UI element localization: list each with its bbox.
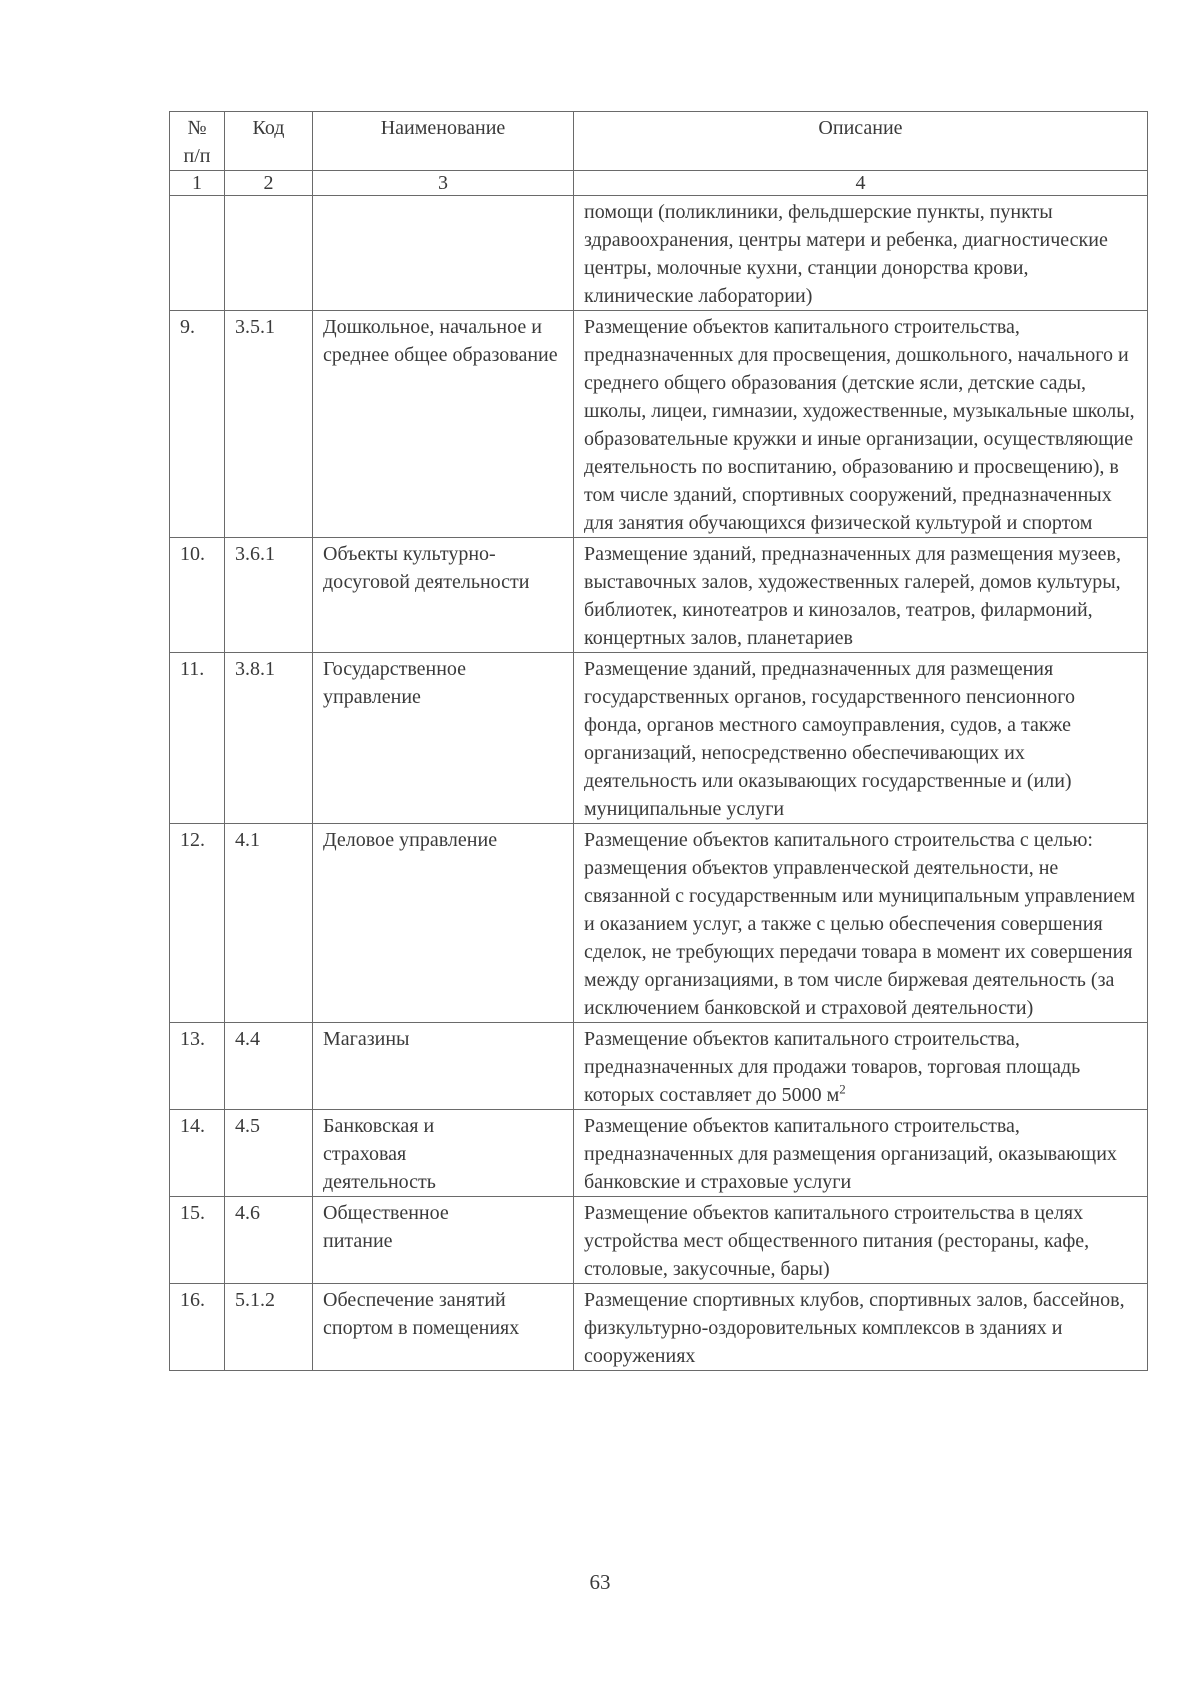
- cell-code: 4.6: [225, 1197, 313, 1284]
- table-row-continuation: [170, 196, 1148, 311]
- cell-description: Размещение зданий, предназначенных для размещения музеев, выставочных залов, художественных галерей, домов культуры, библиотек, кинотеатров и кинозалов, театров, филармоний, концертных залов, планетариев: [574, 538, 1148, 653]
- page-number: 63: [589, 1570, 611, 1594]
- cell-code: 4.4: [225, 1023, 313, 1110]
- cell-description: помощи (поликлиники, фельдшерские пункты, пункты здравоохранения, центры матери и ребенка, диагностические центры, молочные кухни, станции донорства крови, клинические лаборатории): [574, 196, 1148, 311]
- cell-code: 4.5: [225, 1110, 313, 1197]
- cell-name: Банковская и страховая деятельность: [313, 1110, 574, 1197]
- table-row: [170, 653, 1148, 824]
- cell-name: Общественное питание: [313, 1197, 574, 1284]
- column-number: 3: [313, 171, 574, 196]
- cell-name: Деловое управление: [313, 824, 574, 1023]
- cell-code: 4.1: [225, 824, 313, 1023]
- column-number: 1: [170, 171, 225, 196]
- cell-number: 10.: [170, 538, 225, 653]
- cell-description: Размещение объектов капитального строительства с целью: размещения объектов управленческой деятельности, не связанной с государственным или муниципальным управлением и оказанием услуг, а также с целью обеспечения совершения сделок, не требующих передачи товара в момент их совершения между организациями, в том числе биржевая деятельность (за исключением банковской и страховой деятельности): [574, 824, 1148, 1023]
- cell-description: Размещение объектов капитального строительства, предназначенных для просвещения, дошкольного, начального и среднего общего образования (детские ясли, детские сады, школы, лицеи, гимназии, художественные, музыкальные школы, образовательные кружки и иные организации, осуществляющие деятельность по воспитанию, образованию и просвещению), в том числе зданий, спортивных сооружений, предназначенных для занятия обучающихся физической культурой и спортом: [574, 311, 1148, 538]
- cell-number: 15.: [170, 1197, 225, 1284]
- header-name: Наименование: [313, 112, 574, 171]
- cell-code: 3.6.1: [225, 538, 313, 653]
- land-use-table: [169, 111, 1148, 1371]
- cell-description: Размещение объектов капитального строительства, предназначенных для размещения организаций, оказывающих банковские и страховые услуги: [574, 1110, 1148, 1197]
- cell-number: 13.: [170, 1023, 225, 1110]
- cell-number: 12.: [170, 824, 225, 1023]
- cell-name: Дошкольное, начальное и среднее общее образование: [313, 311, 574, 538]
- cell-description: Размещение спортивных клубов, спортивных залов, бассейнов, физкультурно-оздоровительных комплексов в зданиях и сооружениях: [574, 1284, 1148, 1371]
- table-row: [170, 311, 1148, 538]
- cell-description: [574, 1023, 1148, 1110]
- cell-description: Размещение зданий, предназначенных для размещения государственных органов, государственного пенсионного фонда, органов местного самоуправления, судов, а также организаций, непосредственно обеспечивающих их деятельность или оказывающих государственные и (или) муниципальные услуги: [574, 653, 1148, 824]
- cell-description: Размещение объектов капитального строительства в целях устройства мест общественного питания (рестораны, кафе, столовые, закусочные, бары): [574, 1197, 1148, 1284]
- superscript-square: 2: [839, 1081, 846, 1097]
- table-row: [170, 1110, 1148, 1197]
- header-code: Код: [225, 112, 313, 171]
- cell-number: [170, 196, 225, 311]
- cell-code: 5.1.2: [225, 1284, 313, 1371]
- cell-number: 11.: [170, 653, 225, 824]
- cell-number: 14.: [170, 1110, 225, 1197]
- cell-name: Государственное управление: [313, 653, 574, 824]
- column-number-row: [170, 171, 1148, 196]
- cell-code: [225, 196, 313, 311]
- table-row: [170, 538, 1148, 653]
- table-row: [170, 1197, 1148, 1284]
- header-description: Описание: [574, 112, 1148, 171]
- table-row: [170, 1023, 1148, 1110]
- cell-code: 3.8.1: [225, 653, 313, 824]
- cell-name: Обеспечение занятий спортом в помещениях: [313, 1284, 574, 1371]
- header-number: [170, 112, 225, 171]
- table-header-row: [170, 112, 1148, 171]
- cell-name: Магазины: [313, 1023, 574, 1110]
- description-text: Размещение объектов капитального строительства, предназначенных для продажи товаров, торговая площадь которых составляет до 5000 м: [584, 1028, 1081, 1106]
- column-number: 2: [225, 171, 313, 196]
- column-number: 4: [574, 171, 1148, 196]
- cell-number: 16.: [170, 1284, 225, 1371]
- cell-name: Объекты культурно-досуговой деятельности: [313, 538, 574, 653]
- header-number-line2: п/п: [183, 145, 211, 167]
- cell-number: 9.: [170, 311, 225, 538]
- header-number-line1: №: [187, 117, 207, 139]
- cell-code: 3.5.1: [225, 311, 313, 538]
- table-row: [170, 1284, 1148, 1371]
- cell-name: [313, 196, 574, 311]
- table-row: [170, 824, 1148, 1023]
